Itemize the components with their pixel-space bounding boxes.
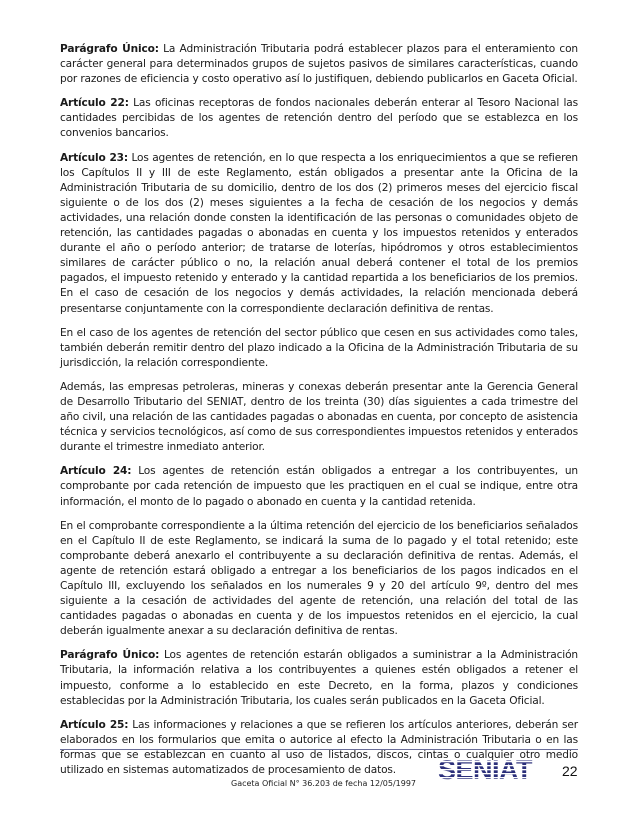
paragraph-lead: Artículo 25: xyxy=(60,718,129,731)
document-body xyxy=(60,42,578,787)
paragraph-text: Las informaciones y relaciones a que se refieren los artículos anteriores, deberán ser elaborados en los formularios que emita o autorice al efecto la Administración Tributaria o en las formas que se establezcan en cuanto al uso de listados, discos, cintas o cualquier otro medio utilizado en sistemas automatizados de procesamiento de datos. xyxy=(60,718,578,777)
seniat-logo xyxy=(438,756,556,782)
paragraph xyxy=(60,380,578,455)
paragraph xyxy=(60,464,578,509)
paragraph xyxy=(60,519,578,640)
gazette-reference: Gaceta Oficial N° 36.203 de fecha 12/05/1997 xyxy=(231,779,416,788)
paragraph xyxy=(60,151,578,317)
paragraph xyxy=(60,96,578,141)
paragraph xyxy=(60,42,578,87)
paragraph-lead: Artículo 24: xyxy=(60,465,132,478)
paragraph xyxy=(60,326,578,371)
paragraph-lead: Parágrafo Único: xyxy=(60,43,159,55)
paragraph-text: Los agentes de retención estarán obligados a suministrar a la Administración Tributaria, la información relativa a los contribuyentes a quienes estén obligados a retener el impuesto, conforme a lo establecido en este Decreto, en la forma, plazos y condiciones establecidas por la Administración Tributaria, los cuales serán publicados en la Gaceta Oficial. xyxy=(60,649,579,707)
paragraph-text: Los agentes de retención, en lo que respecta a los enriquecimientos a que se refieren los Capítulos II y III de este Reglamento, están obligados a presentar ante la Oficina de la Administración Tributaria de su domicilio, dentro de los dos (2) primeros meses del ejercicio fiscal siguiente o de los dos (2) meses siguientes a la fecha de cesación de los negocios y demás actividades, una relación donde consten la identificación de las personas o comunidades objeto de retención, las cantidades pagadas o abonadas en cuenta y los impuestos retenidos y enterados durante el año o período anterior; de tratarse de loterías, hipódromos y otros establecimientos similares de carácter público o no, la relación anual deberá contener el total de los premios pagados, el impuesto retenido y enterado y la cantidad repartida a los beneficiarios de los premios. En el caso de cesación de los negocios y demás actividades, la relación mencionada deberá presentarse conjuntamente con la correspondiente declaración definitiva de rentas. xyxy=(60,151,579,315)
paragraph-text: Los agentes de retención están obligados a entregar a los contribuyentes, un comprobante por cada retención de impuesto que les practiquen en el cual se indique, entre otra información, el monto de lo pagado o abonado en cuenta y la cantidad retenida. xyxy=(60,465,578,508)
paragraph-text: Además, las empresas petroleras, mineras y conexas deberán presentar ante la Gerencia General de Desarrollo Tributario del SENIAT, dentro de los treinta (30) días siguientes a cada trimestre del año civil, una relación de las cantidades pagadas o abonadas en cuenta, por concepto de asistencia técnica y servicios tecnológicos, así como de sus correspondientes impuestos retenidos y enterados durante el trimestre inmediato anterior. xyxy=(60,380,578,454)
paragraph-text: Las oficinas receptoras de fondos nacionales deberán enterar al Tesoro Nacional las cantidades percibidas de los agentes de retención dentro del período que se establezca en los convenios bancarios. xyxy=(60,97,579,140)
paragraph-lead: Artículo 22: xyxy=(60,97,129,110)
paragraph-lead: Parágrafo Único: xyxy=(60,649,160,662)
page-number: 22 xyxy=(562,763,578,779)
paragraph-lead: Artículo 23: xyxy=(60,151,128,164)
paragraph xyxy=(60,648,578,708)
footer-divider xyxy=(60,749,578,750)
paragraph-text: La Administración Tributaria podrá establecer plazos para el enteramiento con carácter general para determinados grupos de sujetos pasivos de similares características, cuando por razones de eficiencia y costo operativo así lo justifiquen, debiendo publicarlos en Gaceta Oficial. xyxy=(60,43,578,86)
paragraph-text: En el caso de los agentes de retención del sector público que cesen en sus actividades como tales, también deberán remitir dentro del plazo indicado a la Oficina de la Administración Tributaria de su jurisdicción, la relación correspondiente. xyxy=(60,326,578,369)
paragraph-text: En el comprobante correspondiente a la última retención del ejercicio de los beneficiarios señalados en el Capítulo II de este Reglamento, se indicará la suma de lo pagado y el total retenido; este comprobante deberá anexarlo el contribuyente a su declaración definitiva de rentas. Además, el agente de retención estará obligado a entregar a los beneficiarios de los pagos indicados en el Capítulo III, excluyendo los señalados en los numerales 9 y 20 del artículo 9º, dentro del mes siguiente a la cesación de actividades del agente de retención, una relación del total de las cantidades pagadas o abonadas en cuenta y de los impuestos retenidos en el ejercicio, la cual deberán igualmente anexar a su declaración definitiva de rentas. xyxy=(60,519,578,638)
